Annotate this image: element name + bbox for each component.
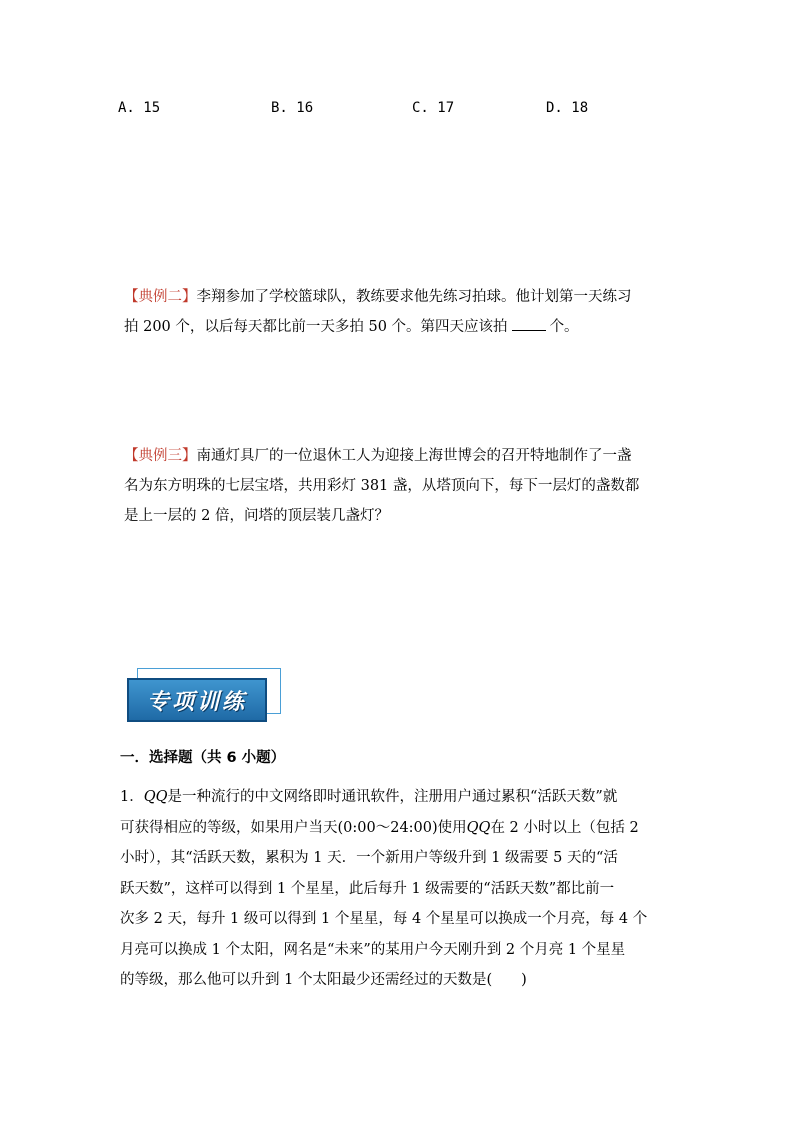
option-a: A. 15 <box>118 100 161 116</box>
banner-label: 专项训练 <box>146 689 247 715</box>
example-two <box>124 282 684 342</box>
question-one <box>120 782 688 996</box>
special-training-banner <box>123 668 283 724</box>
option-b: B. 16 <box>271 100 314 116</box>
example-three-line-1: 【典例三】南通灯具厂的一位退休工人为迎接上海世博会的召开特地制作了一盏 <box>124 448 632 464</box>
question-one-line-1: 1．QQ是一种流行的中文网络即时通讯软件，注册用户通过累积“活跃天数”就 <box>120 789 618 805</box>
question-one-line-6: 月亮可以换成 1 个太阳，网名是“未来”的某用户今天刚升到 2 个月亮 1 个星星 <box>120 941 626 958</box>
banner-box <box>127 678 267 722</box>
answer-blank[interactable] <box>512 316 546 331</box>
question-one-line-3: 小时），其“活跃天数，累积为 1 天．一个新用户等级升到 1 级需要 5 天的“活 <box>120 850 618 866</box>
option-d: D. 18 <box>546 100 589 116</box>
question-one-line-4: 跃天数”，这样可以得到 1 个星星，此后每升 1 级需要的“活跃天数”都比前一 <box>120 880 615 897</box>
section-title: 一．选择题（共 6 小题） <box>120 750 286 766</box>
example-three-tag: 【典例三】 <box>124 448 197 464</box>
example-three <box>124 441 684 531</box>
example-two-line-1: 【典例二】李翔参加了学校篮球队，教练要求他先练习拍球。他计划第一天练习 <box>124 289 632 305</box>
example-three-line-2: 名为东方明珠的七层宝塔，共用彩灯 381 盏，从塔顶向下，每下一层灯的盏数都 <box>124 478 640 494</box>
example-three-line-3: 是上一层的 2 倍，问塔的顶层装几盏灯？ <box>124 508 389 524</box>
question-one-line-5: 次多 2 天，每升 1 级可以得到 1 个星星，每 4 个星星可以换成一个月亮，每 4 个 <box>120 911 648 927</box>
example-two-line-2: 拍 200 个，以后每天都比前一天多拍 50 个。第四天应该拍 个。 <box>124 312 684 342</box>
question-one-line-2: 可获得相应的等级，如果用户当天(0:00～24:00)使用QQ在 2 小时以上（包括 2 <box>120 819 639 836</box>
answer-options <box>118 100 678 124</box>
question-one-line-7: 的等级，那么他可以升到 1 个太阳最少还需经过的天数是( ) <box>120 972 527 988</box>
option-c: C. 17 <box>412 100 455 116</box>
example-two-tag: 【典例二】 <box>124 289 197 305</box>
